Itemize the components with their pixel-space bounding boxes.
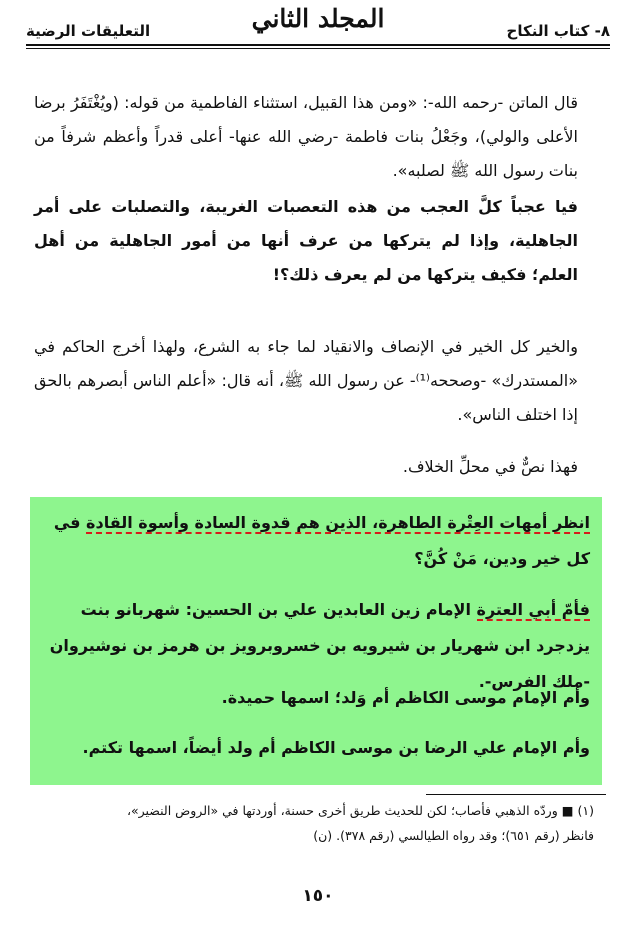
highlight-text-rest: في كل خير ودين، مَنْ كُنَّ؟ <box>53 513 590 568</box>
header-rule-thin <box>26 48 610 49</box>
highlight-text-rest: الإمام زين العابدين علي بن الحسين: شهربانو بنت يزدجرد ابن شهريار بن شيرويه بن خسروبرويز بن هرمز بن نوشيروان -ملك الفرس-. <box>49 600 590 691</box>
footnote-line: فانظر (رقم ٦٥١)؛ وقد رواه الطيالسي (رقم ٣٧٨). (ن) <box>313 828 594 843</box>
paragraph-matn-quote: قال الماتن -رحمه الله-: «ومن هذا القبيل، استثناء الفاطمية من قوله: (ويُغْتَفَرُ برضا الأعلى والولي)، وجَعْلُ بنات فاطمة -رضي الله عنها- أعلى قدراً وأعظم شرفاً من بنات رسول الله ﷺ لصلبه». <box>34 93 578 180</box>
underlined-phrase-father: فأمّ أبي العترة <box>476 600 590 619</box>
footnote-line: (١) ■ وردّه الذهبي فأصاب؛ لكن للحديث طريق أخرى حسنة، أوردتها في «الروض النضير»، <box>126 803 594 818</box>
paragraph-text-statement: فهذا نصٌّ في محلِّ الخلاف. <box>402 457 578 476</box>
footnote-rule <box>426 794 606 795</box>
header-rule <box>26 44 610 46</box>
book-title: التعليقات الرضية <box>26 22 151 40</box>
chapter-title: ٨- كتاب النكاح <box>506 22 610 40</box>
running-header <box>26 4 610 48</box>
highlight-paragraph-kazim: وأم الإمام موسى الكاظم أم وَلد؛ اسمها حميدة. <box>221 688 590 707</box>
highlight-paragraph-mothers <box>40 505 590 577</box>
volume-title: المجلد الثاني <box>251 4 385 33</box>
paragraph-hakim-hadith: والخير كل الخير في الإنصاف والانقياد لما جاء به الشرع، ولهذا أخرج الحاكم في «المستدرك» -وصححه⁽¹⁾- عن رسول الله ﷺ، أنه قال: «أعلم الناس أبصرهم بالحق إذا اختلف الناس». <box>34 337 579 424</box>
paragraph-wonder: فيا عجباً كلَّ العجب من هذه التعصبات الغريبة، والتصلبات على أمر الجاهلية، وإذا لم يتركها من عرف أنها من أمور الجاهلية من أهل العلم؛ فكيف يتركها من لم يعرف ذلك؟! <box>34 197 578 284</box>
highlight-paragraph-rida: وأم الإمام علي الرضا بن موسى الكاظم أم ولد أيضاً، اسمها تكتم. <box>82 738 590 757</box>
underlined-phrase-mothers: انظر أمهات العِتْرة الطاهرة، الذين هم قدوة السادة وأسوة القادة <box>86 513 590 532</box>
page-number: ١٥٠ <box>302 886 334 906</box>
